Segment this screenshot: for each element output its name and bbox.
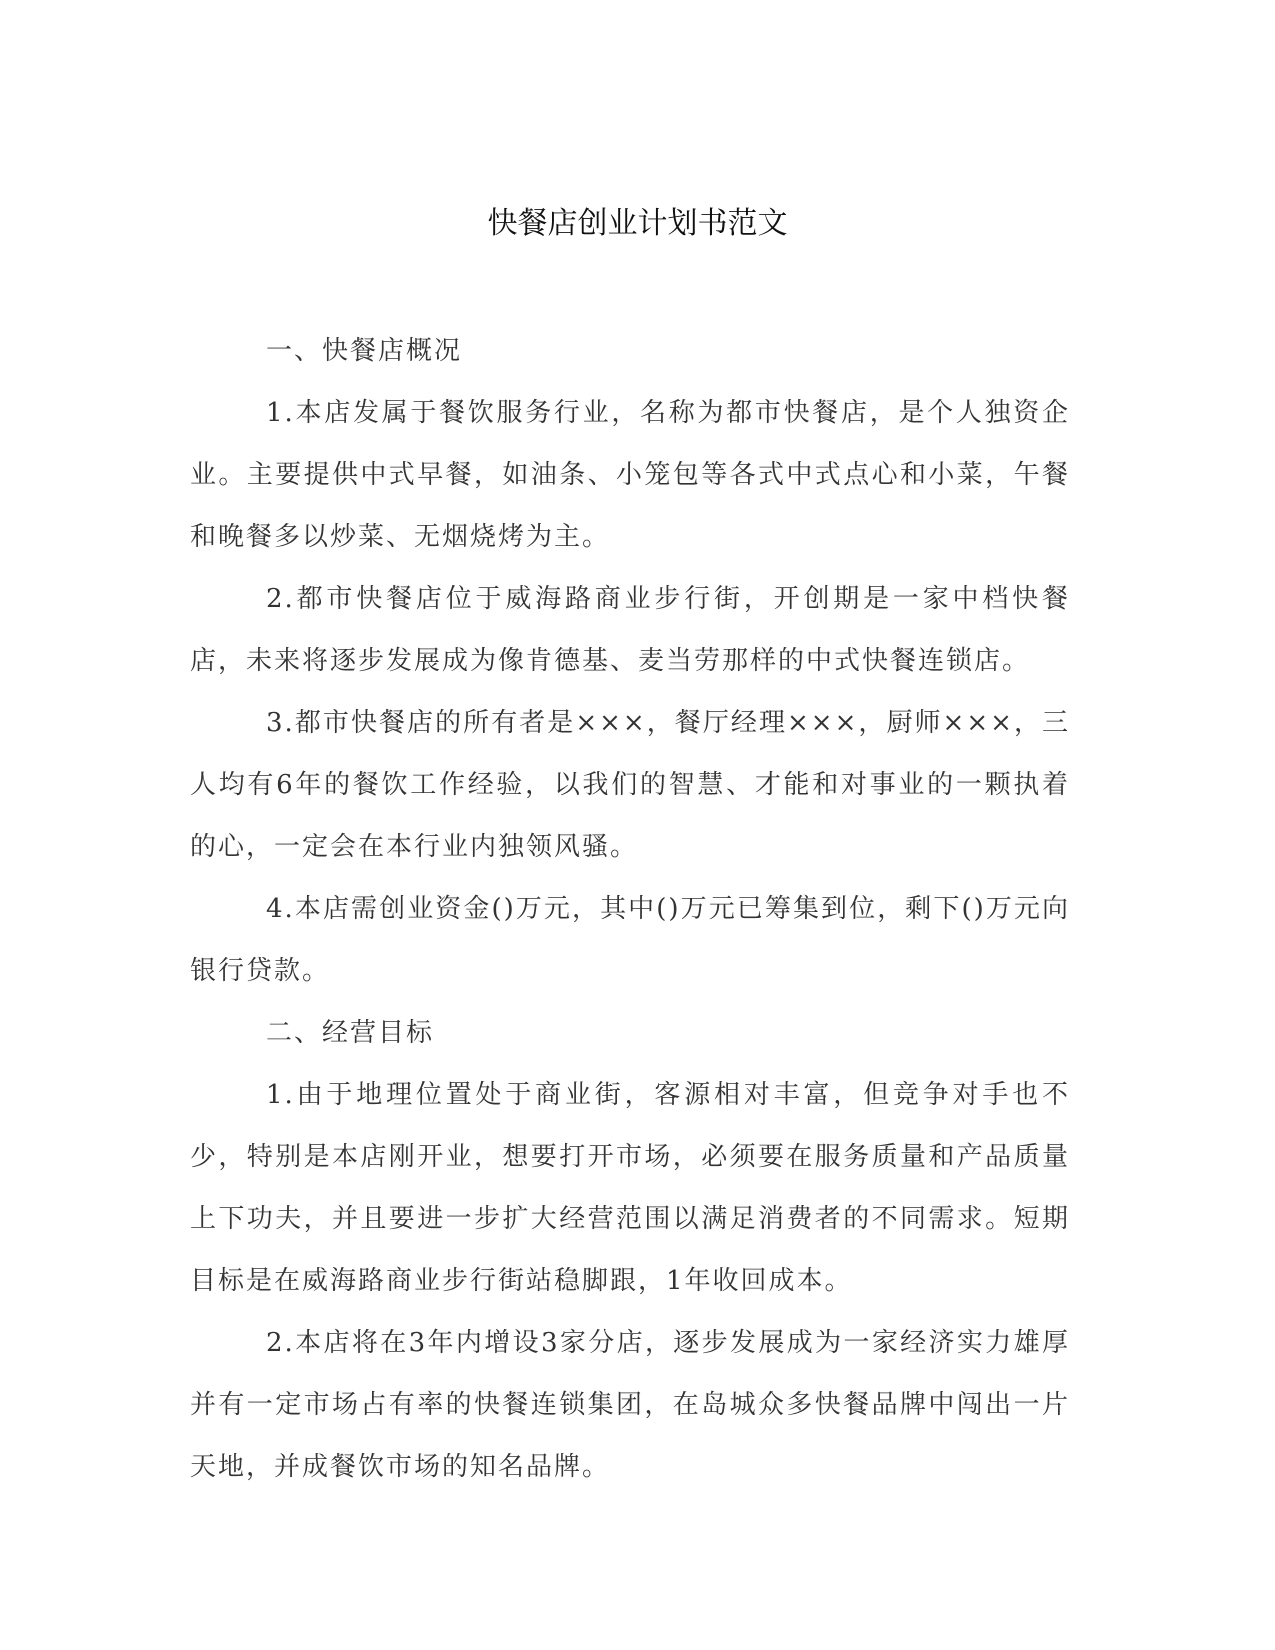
paragraph-overview-4: 4.本店需创业资金()万元，其中()万元已筹集到位，剩下()万元向银行贷款。 xyxy=(190,894,1070,986)
paragraph-overview-3: 3.都市快餐店的所有者是×××，餐厅经理×××，厨师×××，三人均有6年的餐饮工作经验，以我们的智慧、才能和对事业的一颗执着的心，一定会在本行业内独领风骚。 xyxy=(190,708,1070,862)
section-heading-overview: 一、快餐店概况 xyxy=(266,336,463,366)
section-heading-goals: 二、经营目标 xyxy=(266,1018,435,1048)
document-title: 快餐店创业计划书范文 xyxy=(487,206,788,241)
paragraph-overview-1: 1.本店发属于餐饮服务行业，名称为都市快餐店，是个人独资企业。主要提供中式早餐，如油条、小笼包等各式中式点心和小菜，午餐和晚餐多以炒菜、无烟烧烤为主。 xyxy=(190,398,1070,552)
document-body xyxy=(190,320,1070,1498)
paragraph-overview-2: 2.都市快餐店位于威海路商业步行街，开创期是一家中档快餐店，未来将逐步发展成为像肯德基、麦当劳那样的中式快餐连锁店。 xyxy=(190,584,1070,676)
paragraph-goals-2: 2.本店将在3年内增设3家分店，逐步发展成为一家经济实力雄厚并有一定市场占有率的快餐连锁集团，在岛城众多快餐品牌中闯出一片天地，并成餐饮市场的知名品牌。 xyxy=(190,1328,1070,1482)
paragraph-goals-1: 1.由于地理位置处于商业街，客源相对丰富，但竞争对手也不少，特别是本店刚开业，想要打开市场，必须要在服务质量和产品质量上下功夫，并且要进一步扩大经营范围以满足消费者的不同需求。短期目标是在威海路商业步行街站稳脚跟，1年收回成本。 xyxy=(190,1080,1070,1296)
